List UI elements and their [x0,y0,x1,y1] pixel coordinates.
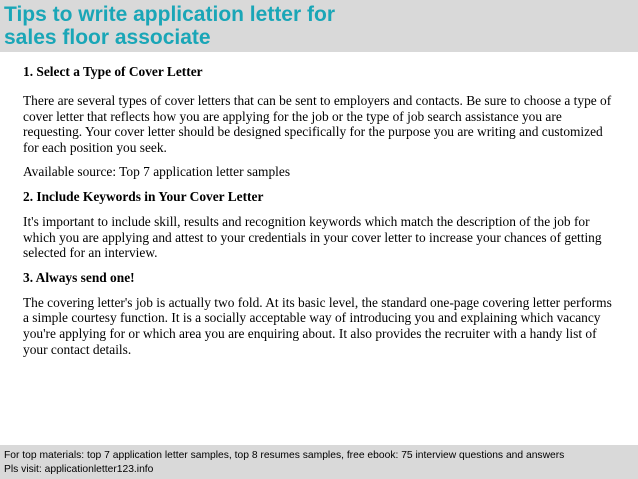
section-2-heading: 2. Include Keywords in Your Cover Letter [23,188,264,204]
section-1-paragraph-2: Available source: Top 7 application letter samples [23,164,291,180]
document-body [23,64,619,357]
page-title-line-2: sales floor associate [4,26,211,49]
footer-bar [0,445,638,479]
section-1-paragraph-1: There are several types of cover letters that can be sent to employers and contacts. Be sure to choose a type of cover letter that reflects how you are applying for the job or the type of job search assistance you are requesting. Your cover letter should be designed specifically for the purpose you are writing and customized for each position you seek. [23,93,612,155]
section-3-heading: 3. Always send one! [23,269,135,285]
footer-line-1: For top materials: top 7 application letter samples, top 8 resumes samples, free ebook: 75 interview questions and answers [4,450,565,461]
section-2-paragraph-1: It's important to include skill, results and recognition keywords which match the description of the job for which you are applying and attest to your credentials in your cover letter to increase your chances of getting selected for an interview. [23,213,602,261]
section-3-paragraph-1: The covering letter's job is actually two fold. At its basic level, the standard one-page covering letter performs a simple courtesy function. It is a socially acceptable way of introducing you and explaining which vacancy you're applying for or which area you are enquiring about. It also provides the recruiter with a handy list of your contact details. [23,294,612,357]
footer-line-2: Pls visit: applicationletter123.info [4,464,154,475]
section-1-heading: 1. Select a Type of Cover Letter [23,64,203,79]
title-bar [0,0,638,52]
page-title-line-1: Tips to write application letter for [4,3,335,26]
